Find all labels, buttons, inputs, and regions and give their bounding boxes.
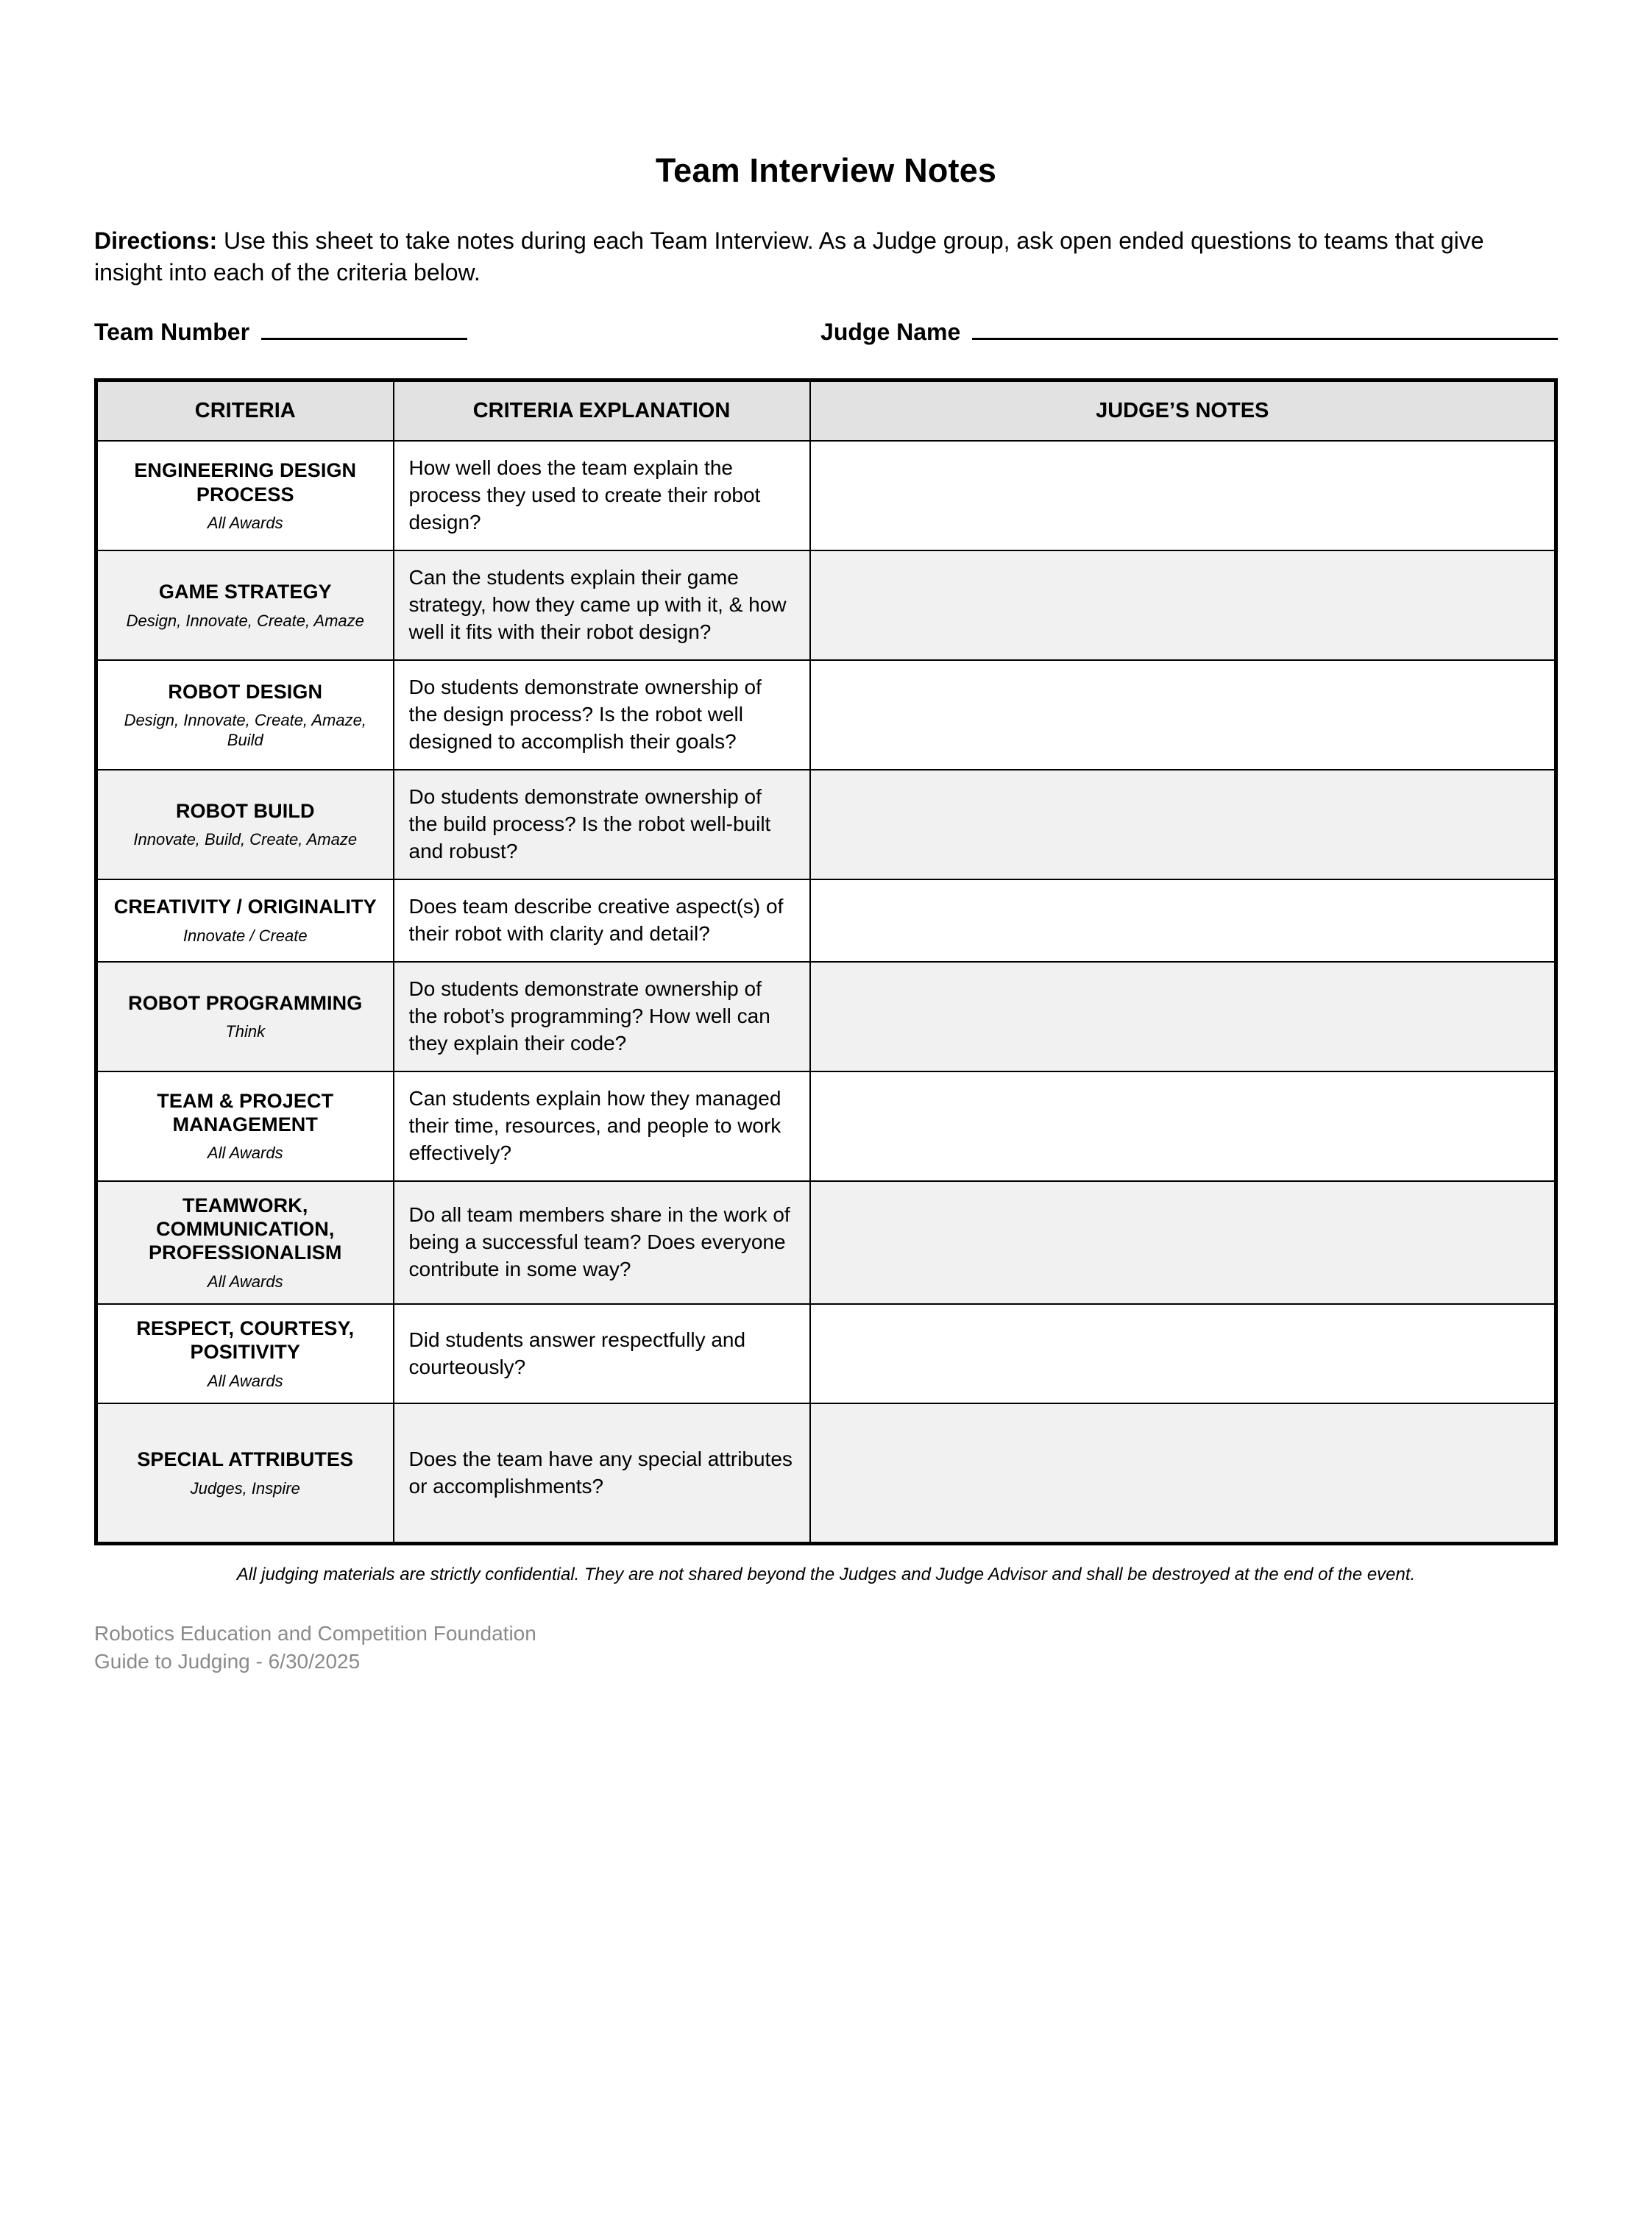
table-row bbox=[96, 1071, 1556, 1181]
team-number-field bbox=[94, 319, 467, 346]
table-row bbox=[96, 879, 1556, 962]
table-row bbox=[96, 550, 1556, 660]
judges-notes-input[interactable] bbox=[810, 660, 1556, 770]
criteria-cell bbox=[96, 550, 394, 660]
judges-notes-input[interactable] bbox=[810, 441, 1556, 550]
criteria-explanation: Do students demonstrate ownership of the robot’s programming? How well can they explain their code? bbox=[394, 962, 810, 1071]
criteria-cell bbox=[96, 1071, 394, 1181]
document-footer bbox=[94, 1620, 1558, 1676]
criteria-explanation: Do students demonstrate ownership of the build process? Is the robot well-built and robust? bbox=[394, 770, 810, 879]
criteria-name: SPECIAL ATTRIBUTES bbox=[137, 1448, 354, 1471]
footer-guide-version: Guide to Judging - 6/30/2025 bbox=[94, 1649, 361, 1673]
footer-organization: Robotics Education and Competition Foundation bbox=[94, 1621, 536, 1645]
criteria-name: ROBOT DESIGN bbox=[168, 681, 323, 704]
criteria-explanation: Did students answer respectfully and courteously? bbox=[394, 1304, 810, 1403]
header-judges-notes: JUDGE’S NOTES bbox=[810, 380, 1556, 442]
judges-notes-input[interactable] bbox=[810, 1181, 1556, 1305]
criteria-cell bbox=[96, 770, 394, 879]
judge-name-input[interactable] bbox=[972, 335, 1558, 340]
header-criteria-explanation: CRITERIA EXPLANATION bbox=[394, 380, 810, 442]
criteria-name: ROBOT BUILD bbox=[175, 800, 315, 823]
confidentiality-note: All judging materials are strictly confidential. They are not shared beyond the Judges and Judge Advisor and shall be destroyed at the end of the event. bbox=[236, 1564, 1416, 1584]
criteria-name: GAME STRATEGY bbox=[158, 581, 332, 603]
criteria-cell bbox=[96, 962, 394, 1071]
table-row bbox=[96, 1403, 1556, 1543]
criteria-explanation: Does team describe creative aspect(s) of their robot with clarity and detail? bbox=[394, 879, 810, 962]
criteria-explanation: Can students explain how they managed their time, resources, and people to work effectively? bbox=[394, 1071, 810, 1181]
directions-paragraph bbox=[94, 225, 1558, 288]
criteria-name: TEAM & PROJECT MANAGEMENT bbox=[157, 1089, 334, 1136]
judges-notes-input[interactable] bbox=[810, 1304, 1556, 1403]
criteria-awards: Innovate, Build, Create, Amaze bbox=[133, 830, 358, 849]
table-row bbox=[96, 660, 1556, 770]
criteria-name: ENGINEERING DESIGN PROCESS bbox=[134, 459, 357, 506]
criteria-awards: Design, Innovate, Create, Amaze bbox=[126, 611, 364, 630]
judges-notes-input[interactable] bbox=[810, 770, 1556, 879]
criteria-awards: All Awards bbox=[207, 514, 283, 533]
criteria-name: TEAMWORK, COMMUNICATION, PROFESSIONALISM bbox=[148, 1194, 342, 1264]
criteria-awards: Judges, Inspire bbox=[190, 1478, 300, 1498]
criteria-cell bbox=[96, 1403, 394, 1543]
judges-notes-input[interactable] bbox=[810, 1071, 1556, 1181]
team-number-input[interactable] bbox=[261, 335, 467, 340]
criteria-awards: Think bbox=[225, 1022, 266, 1041]
team-number-label: Team Number bbox=[94, 319, 250, 346]
judges-notes-input[interactable] bbox=[810, 1403, 1556, 1543]
criteria-explanation: Does the team have any special attributes or accomplishments? bbox=[394, 1403, 810, 1543]
identification-fields bbox=[94, 319, 1558, 346]
directions-label: Directions: bbox=[94, 227, 218, 254]
criteria-awards: Design, Innovate, Create, Amaze, Build bbox=[124, 711, 366, 749]
criteria-awards: All Awards bbox=[207, 1371, 283, 1390]
header-criteria: CRITERIA bbox=[96, 380, 394, 442]
criteria-cell bbox=[96, 441, 394, 550]
table-row bbox=[96, 1181, 1556, 1305]
criteria-name: CREATIVITY / ORIGINALITY bbox=[113, 896, 377, 918]
table-row bbox=[96, 770, 1556, 879]
interview-notes-table bbox=[94, 378, 1558, 1545]
criteria-name: ROBOT PROGRAMMING bbox=[128, 991, 363, 1014]
criteria-name: RESPECT, COURTESY, POSITIVITY bbox=[136, 1317, 355, 1364]
criteria-cell bbox=[96, 1181, 394, 1305]
criteria-cell bbox=[96, 1304, 394, 1403]
criteria-awards: All Awards bbox=[207, 1144, 283, 1163]
judge-name-label: Judge Name bbox=[820, 319, 961, 346]
judge-name-field bbox=[820, 319, 1558, 346]
table-row bbox=[96, 1304, 1556, 1403]
criteria-cell bbox=[96, 660, 394, 770]
judges-notes-input[interactable] bbox=[810, 550, 1556, 660]
criteria-awards: All Awards bbox=[207, 1272, 283, 1291]
judges-notes-input[interactable] bbox=[810, 962, 1556, 1071]
table-header-row bbox=[96, 380, 1556, 442]
criteria-explanation: How well does the team explain the process they used to create their robot design? bbox=[394, 441, 810, 550]
criteria-awards: Innovate / Create bbox=[182, 926, 308, 945]
directions-text: Use this sheet to take notes during each Team Interview. As a Judge group, ask open ended questions to teams that give insight into each of the criteria below. bbox=[94, 227, 1484, 286]
criteria-explanation: Can the students explain their game strategy, how they came up with it, & how well it fits with their robot design? bbox=[394, 550, 810, 660]
table-row bbox=[96, 962, 1556, 1071]
page-title: Team Interview Notes bbox=[655, 152, 997, 189]
judges-notes-input[interactable] bbox=[810, 879, 1556, 962]
criteria-explanation: Do all team members share in the work of being a successful team? Does everyone contribute in some way? bbox=[394, 1181, 810, 1305]
criteria-explanation: Do students demonstrate ownership of the design process? Is the robot well designed to accomplish their goals? bbox=[394, 660, 810, 770]
criteria-cell bbox=[96, 879, 394, 962]
table-row bbox=[96, 441, 1556, 550]
